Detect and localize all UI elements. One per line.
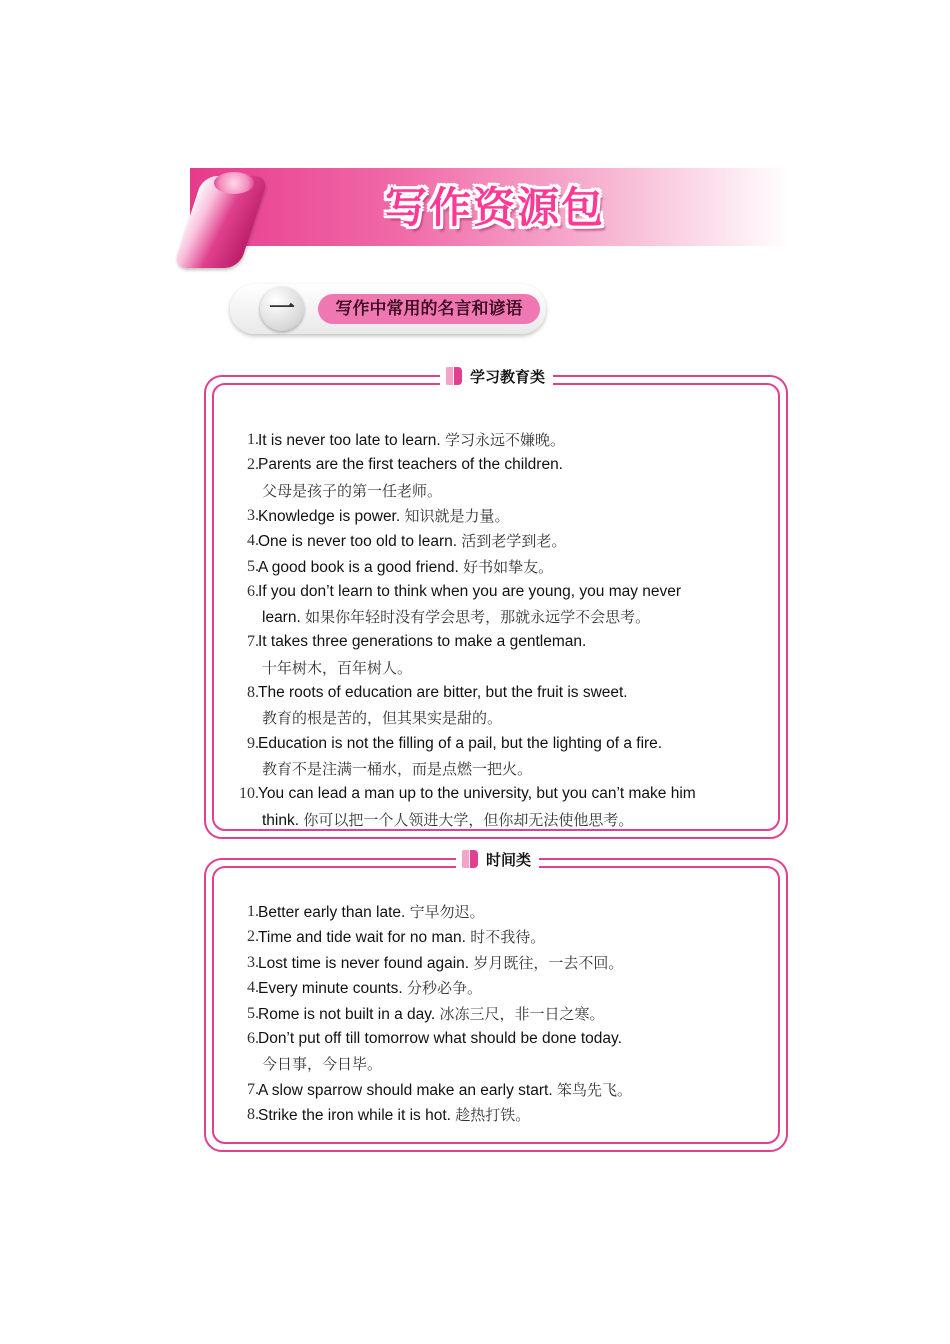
item-text	[258, 783, 696, 805]
chinese-text: 时不我待。	[470, 928, 546, 947]
chinese-text: 好书如挚友。	[463, 557, 554, 576]
list-item	[206, 556, 786, 578]
item-number: 5.	[247, 1004, 259, 1022]
english-text: One is never too old to learn.	[258, 533, 462, 551]
chinese-text: 教育的根是苦的，但其果实是甜的。	[262, 709, 503, 728]
english-text: learn.	[262, 609, 306, 627]
item-text	[258, 733, 662, 755]
item-text	[262, 1053, 382, 1076]
item-text	[258, 581, 681, 603]
english-text: It takes three generations to make a gentleman.	[258, 633, 587, 651]
section-number: 一	[260, 287, 304, 331]
item-text	[258, 1104, 530, 1127]
chinese-text: 今日事，今日毕。	[262, 1055, 383, 1074]
chinese-text: 活到老学到老。	[461, 532, 567, 551]
item-text	[258, 926, 545, 949]
english-text: Strike the iron while it is hot.	[258, 1107, 456, 1125]
chinese-text: 你可以把一个人领进大学，但你却无法使他思考。	[303, 810, 634, 829]
chinese-text: 岁月既往，一去不回。	[473, 953, 624, 972]
book-icon	[462, 850, 478, 868]
list-item	[206, 783, 786, 805]
page-title: 写作资源包	[384, 183, 605, 232]
chinese-text: 教育不是注满一桶水，而是点燃一把火。	[262, 759, 533, 778]
list-item	[206, 657, 786, 679]
chinese-text: 冰冻三尺，非一日之寒。	[439, 1004, 605, 1023]
chinese-text: 分秒必争。	[407, 979, 483, 998]
item-text	[258, 977, 482, 1000]
item-text	[258, 1003, 605, 1026]
scroll-roll-end-icon	[214, 172, 254, 194]
english-text: A slow sparrow should make an early start.	[258, 1081, 557, 1099]
section-title: 写作中常用的名言和谚语	[318, 294, 540, 324]
item-number: 3.	[247, 953, 259, 971]
item-number: 2.	[247, 456, 259, 474]
item-number: 7.	[247, 1080, 259, 1098]
item-number: 8.	[247, 1106, 259, 1124]
list-item	[206, 809, 786, 831]
list-item	[206, 530, 786, 552]
english-text: If you don’t learn to think when you are young, you may never	[258, 582, 682, 600]
english-text: Every minute counts.	[258, 980, 408, 998]
list-item	[206, 952, 786, 974]
english-text: You can lead a man up to the university, but you can’t make him	[258, 785, 696, 803]
list-item	[206, 977, 786, 999]
list-item	[206, 505, 786, 527]
item-text	[258, 530, 566, 553]
item-text	[258, 429, 565, 452]
item-number: 8.	[247, 684, 259, 701]
box-title-label: 时间类	[486, 850, 532, 869]
english-text: Rome is not built in a day.	[258, 1005, 440, 1023]
item-number: 9.	[247, 734, 259, 752]
list-item	[206, 733, 786, 755]
item-number: 4.	[247, 979, 259, 997]
list-item	[206, 454, 786, 476]
list-item	[206, 429, 786, 451]
chinese-text: 如果你年轻时没有学会思考，那就永远学不会思考。	[305, 608, 651, 627]
box-title-label: 学习教育类	[470, 367, 546, 386]
item-text	[258, 1079, 632, 1102]
item-number: 1.	[247, 431, 259, 448]
list-item	[206, 1104, 786, 1126]
item-text	[258, 556, 553, 579]
item-text	[258, 1028, 622, 1050]
item-text	[262, 657, 412, 680]
english-text: The roots of education are bitter, but the fruit is sweet.	[258, 684, 628, 701]
list-item	[206, 926, 786, 948]
item-text	[262, 809, 633, 832]
list-item	[206, 1079, 786, 1101]
chinese-text: 趁热打铁。	[455, 1106, 531, 1125]
english-text: Better early than late.	[258, 904, 410, 921]
quote-box-education	[204, 367, 788, 839]
chinese-text: 笨鸟先飞。	[556, 1080, 632, 1099]
item-number: 1.	[247, 903, 259, 920]
item-text	[258, 901, 485, 924]
english-text: Knowledge is power.	[258, 507, 405, 525]
english-text: Lost time is never found again.	[258, 954, 474, 972]
item-number: 10.	[239, 785, 259, 803]
item-number: 7.	[247, 633, 259, 651]
item-text	[262, 480, 442, 503]
quote-box-time	[204, 850, 788, 1152]
list-item	[206, 901, 786, 923]
list-item	[206, 1053, 786, 1075]
item-text	[258, 505, 510, 528]
book-icon	[446, 367, 462, 385]
list-item	[206, 1028, 786, 1050]
item-text	[258, 952, 623, 975]
english-text: think.	[262, 811, 304, 829]
item-number: 2.	[247, 928, 259, 946]
list-item	[206, 606, 786, 628]
item-text	[258, 454, 563, 476]
item-number: 3.	[247, 506, 259, 524]
list-item	[206, 581, 786, 603]
chinese-text: 学习永远不嫌晚。	[444, 431, 565, 449]
list-item	[206, 1003, 786, 1025]
item-number: 5.	[247, 557, 259, 575]
item-number: 4.	[247, 532, 259, 550]
item-text	[262, 758, 532, 781]
list-item	[206, 480, 786, 502]
english-text: Don’t put off till tomorrow what should be done today.	[258, 1030, 622, 1047]
item-number: 6.	[247, 1030, 259, 1047]
english-text: Education is not the filling of a pail, but the lighting of a fire.	[258, 734, 663, 752]
english-text: Parents are the first teachers of the children.	[258, 456, 563, 474]
list-item	[206, 758, 786, 780]
chinese-text: 十年树木，百年树人。	[262, 658, 413, 677]
list-item	[206, 682, 786, 704]
chinese-text: 父母是孩子的第一任老师。	[262, 481, 443, 500]
item-text	[258, 682, 628, 704]
english-text: A good book is a good friend.	[258, 558, 464, 576]
box-title	[456, 848, 539, 870]
english-text: It is never too late to learn.	[258, 432, 445, 449]
list-item	[206, 631, 786, 653]
chinese-text: 宁早勿迟。	[409, 903, 485, 921]
list-item	[206, 707, 786, 729]
item-text	[262, 707, 502, 730]
box-title	[440, 365, 553, 387]
chinese-text: 知识就是力量。	[404, 506, 510, 525]
item-text	[262, 606, 650, 629]
english-text: Time and tide wait for no man.	[258, 929, 471, 947]
item-number: 6.	[247, 582, 259, 600]
item-text	[258, 631, 586, 653]
